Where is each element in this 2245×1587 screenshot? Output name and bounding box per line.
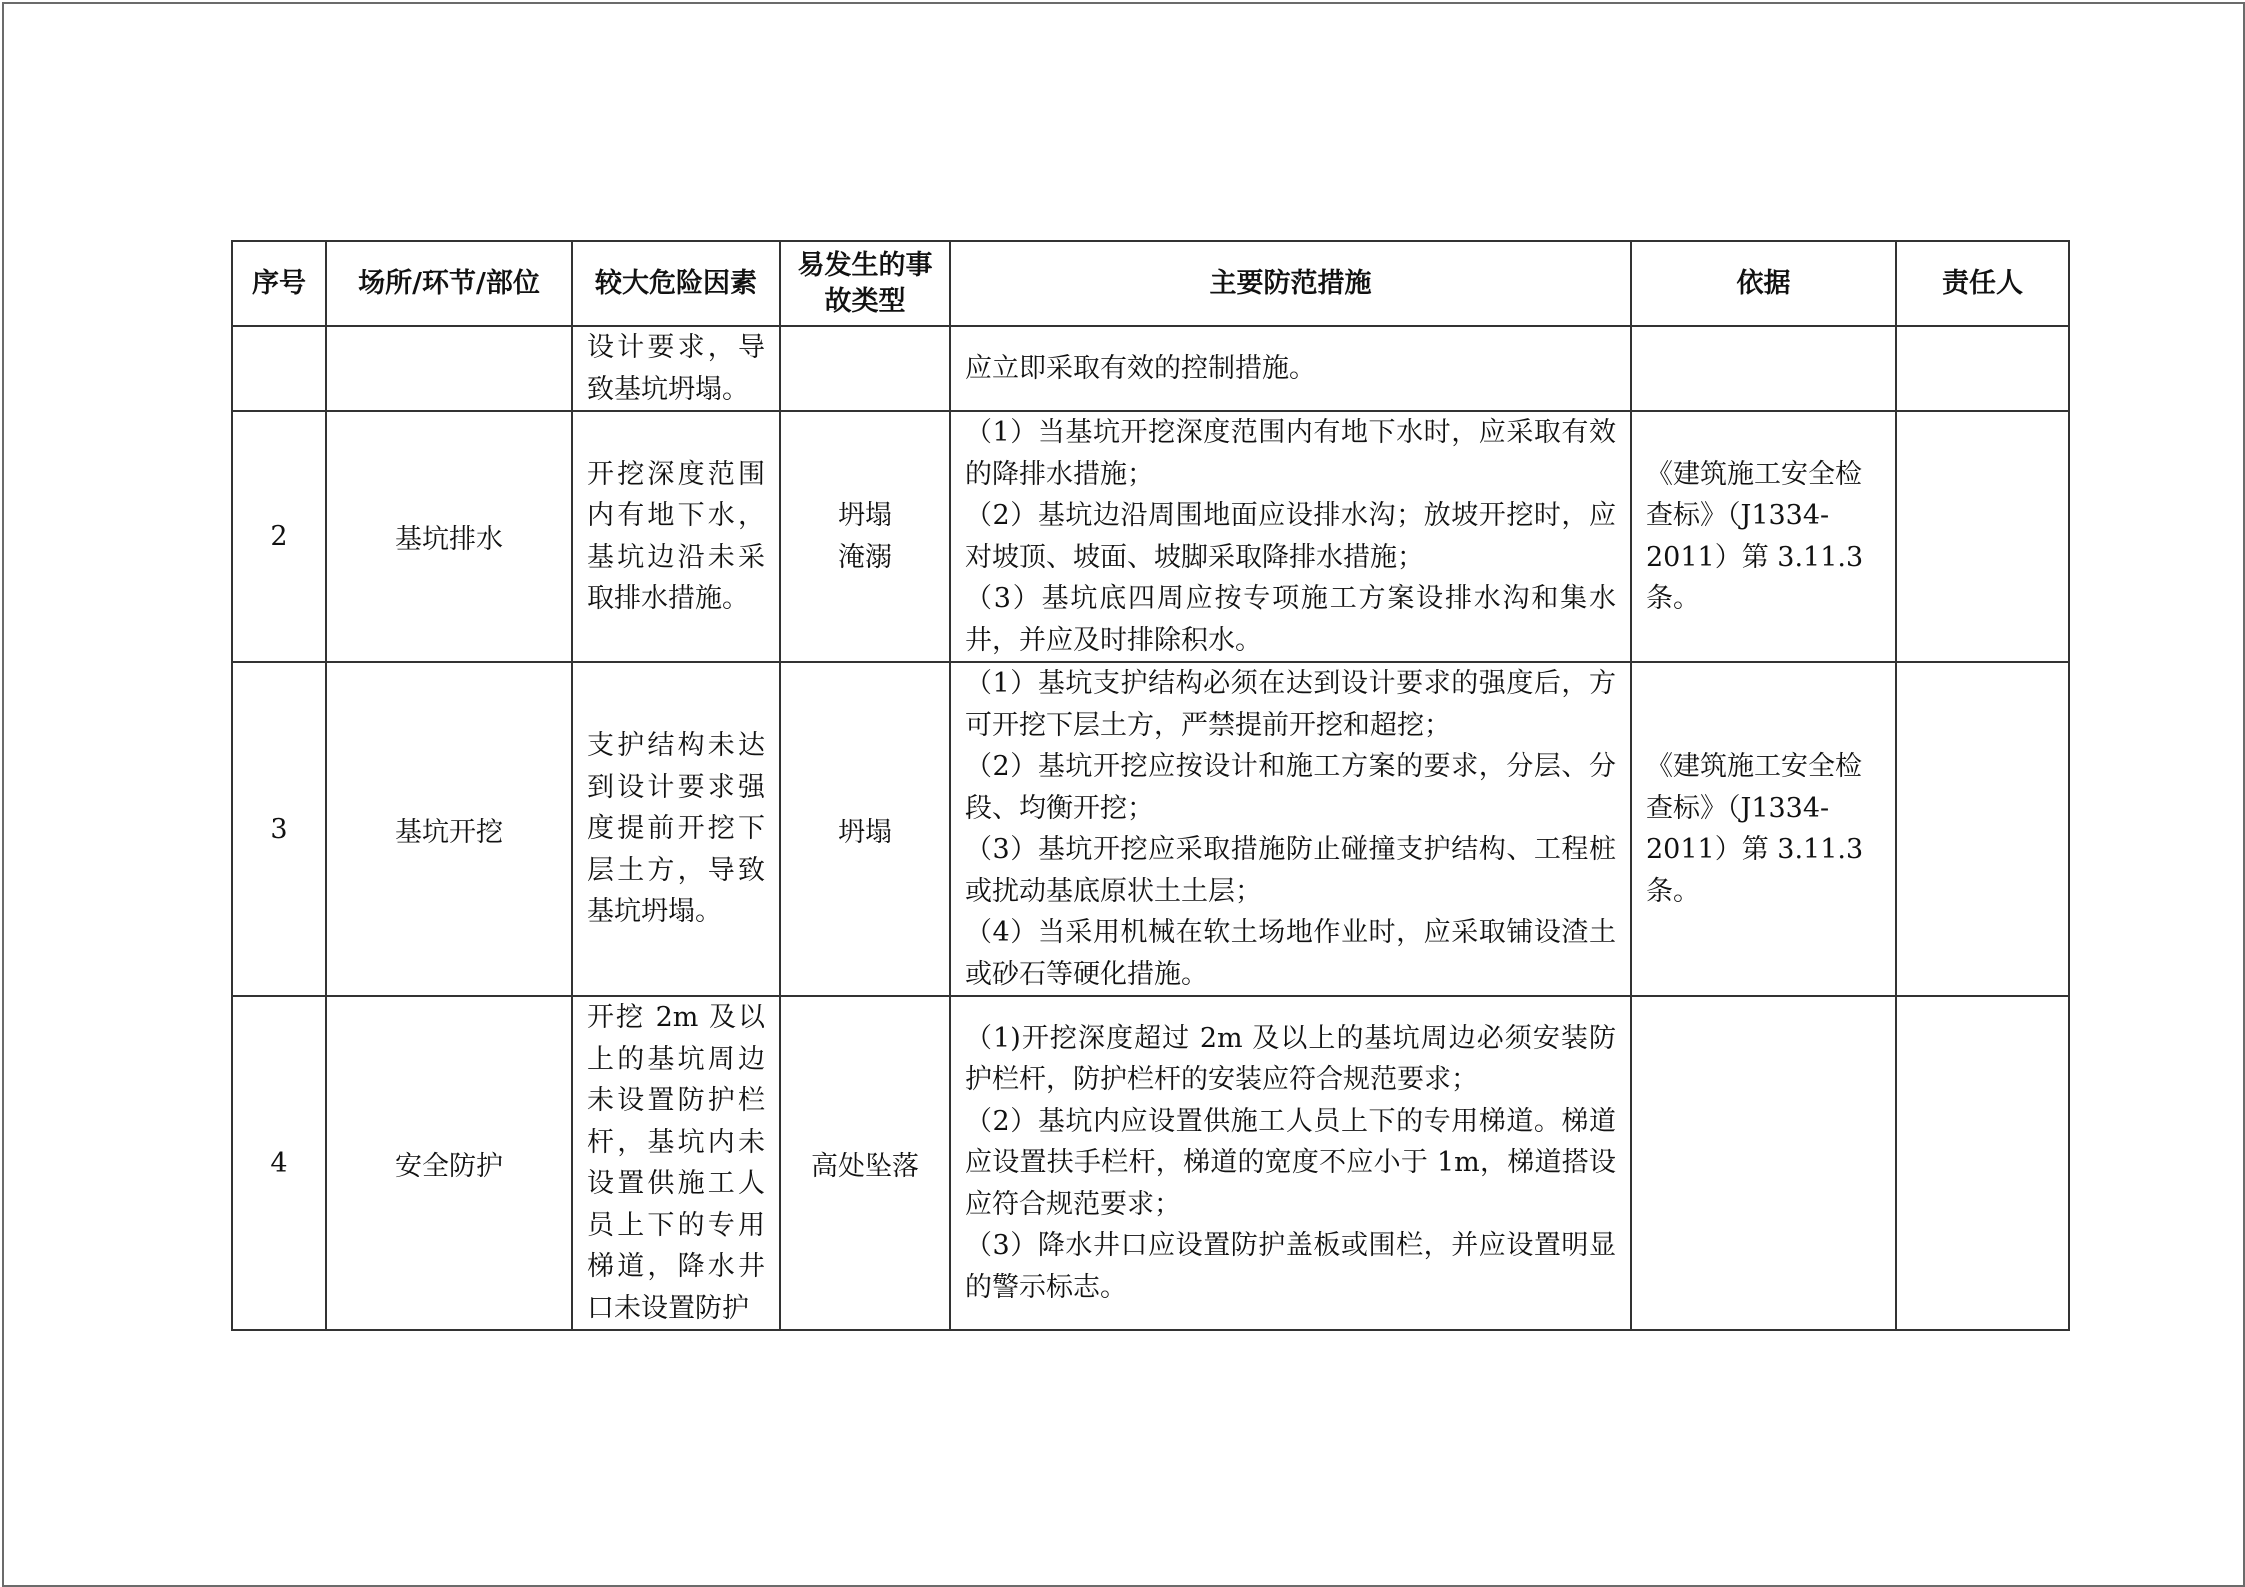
cell-no: 2 — [232, 411, 326, 662]
table-row — [232, 662, 2069, 996]
cell-accident — [780, 326, 950, 411]
measure-line: （1）基坑支护结构必须在达到设计要求的强度后，方可开挖下层土方，严禁提前开挖和超挖； — [965, 668, 1616, 741]
cell-measures — [950, 326, 1631, 411]
header-accident-label: 易发生的事故类型 — [797, 249, 933, 317]
measure-line: （3）基坑底四周应按专项施工方案设排水沟和集水井，并应及时排除积水。 — [965, 583, 1616, 656]
measure-line: （1）当基坑开挖深度范围内有地下水时，应采取有效的降排水措施； — [965, 417, 1616, 490]
header-no: 序号 — [232, 241, 326, 326]
cell-measures — [950, 662, 1631, 996]
cell-place — [326, 326, 572, 411]
cell-accident: 坍塌 — [780, 662, 950, 996]
measure-line: （2）基坑边沿周围地面应设排水沟；放坡开挖时，应对坡顶、坡面、坡脚采取降排水措施； — [965, 500, 1616, 573]
cell-no: 3 — [232, 662, 326, 996]
table-row — [232, 996, 2069, 1330]
cell-risk: 设计要求，导致基坑坍塌。 — [587, 332, 765, 405]
cell-person — [1896, 326, 2069, 411]
measure-line: （2）基坑内应设置供施工人员上下的专用梯道。梯道应设置扶手栏杆，梯道的宽度不应小于 1m，梯道搭设应符合规范要求； — [965, 1105, 1616, 1220]
measure-line: （2）基坑开挖应按设计和施工方案的要求，分层、分段、均衡开挖； — [965, 751, 1616, 824]
header-person: 责任人 — [1896, 241, 2069, 326]
header-place: 场所/环节/部位 — [326, 241, 572, 326]
measure-line: （1)开挖深度超过 2m 及以上的基坑周边必须安装防护栏杆，防护栏杆的安装应符合规范要求； — [965, 1022, 1616, 1096]
measure-line: （3）基坑开挖应采取措施防止碰撞支护结构、工程桩或扰动基底原状土土层； — [965, 834, 1616, 907]
cell-measures — [950, 996, 1631, 1330]
cell-risk: 开挖深度范围内有地下水，基坑边沿未采取排水措施。 — [587, 458, 765, 614]
cell-place: 基坑排水 — [326, 411, 572, 662]
risk-table — [231, 240, 2070, 1331]
table-row — [232, 326, 2069, 411]
cell-risk: 支护结构未达到设计要求强度提前开挖下层土方，导致基坑坍塌。 — [587, 730, 765, 928]
header-risk: 较大危险因素 — [572, 241, 780, 326]
measure-line: 应立即采取有效的控制措施。 — [965, 352, 1316, 384]
cell-place: 基坑开挖 — [326, 662, 572, 996]
cell-measures — [950, 411, 1631, 662]
cell-no — [232, 326, 326, 411]
cell-place: 安全防护 — [326, 996, 572, 1330]
header-accident — [780, 241, 950, 326]
cell-person — [1896, 996, 2069, 1330]
cell-accident: 坍塌 淹溺 — [838, 500, 892, 573]
header-row — [232, 241, 2069, 326]
cell-person — [1896, 411, 2069, 662]
cell-basis: 《建筑施工安全检查标》（J1334-2011）第 3.11.3 条。 — [1646, 458, 1864, 614]
cell-risk: 开挖 2m 及以上的基坑周边未设置防护栏杆，基坑内未设置供施工人员上下的专用梯道，降水井口未设置防护 — [587, 1002, 765, 1324]
measure-line: （4）当采用机械在软土场地作业时，应采取铺设渣土或砂石等硬化措施。 — [965, 917, 1616, 990]
header-basis: 依据 — [1631, 241, 1896, 326]
table-row — [232, 411, 2069, 662]
cell-no: 4 — [232, 996, 326, 1330]
cell-person — [1896, 662, 2069, 996]
measure-line: （3）降水井口应设置防护盖板或围栏，并应设置明显的警示标志。 — [965, 1230, 1616, 1303]
header-measures: 主要防范措施 — [950, 241, 1631, 326]
cell-accident: 高处坠落 — [780, 996, 950, 1330]
cell-basis: 《建筑施工安全检查标》（J1334-2011）第 3.11.3 条。 — [1646, 751, 1864, 907]
